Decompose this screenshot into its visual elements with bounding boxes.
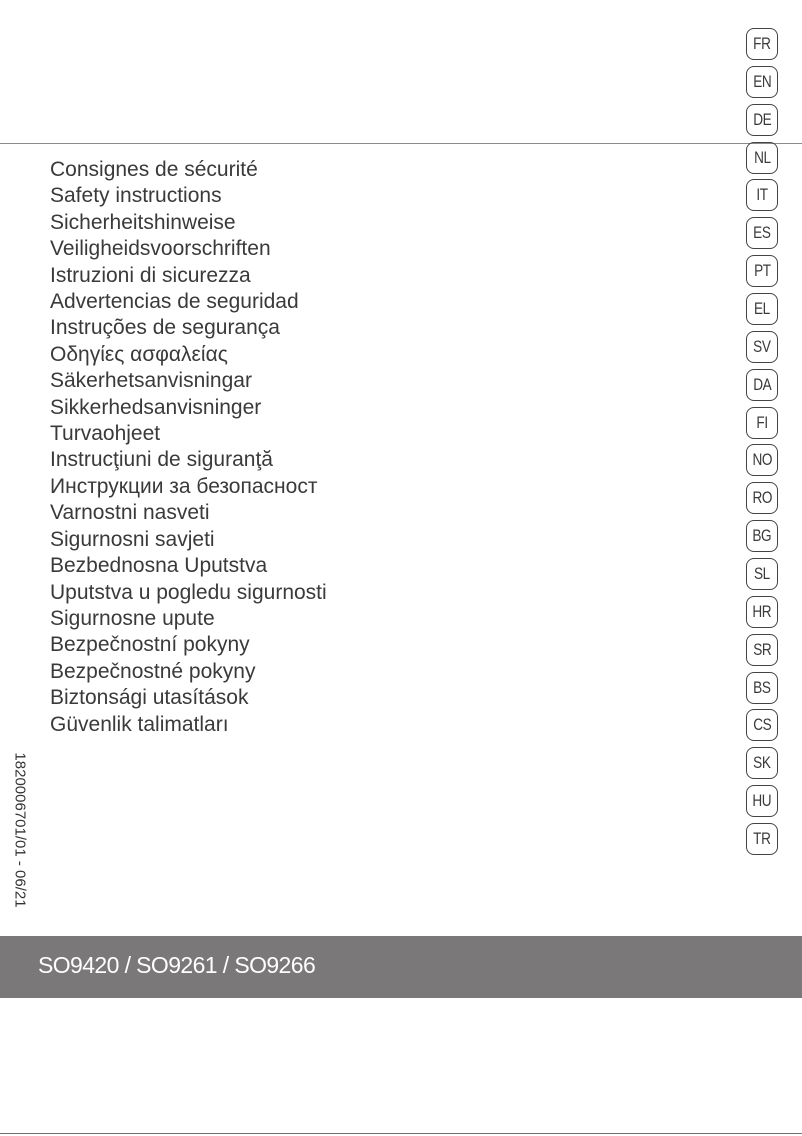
lang-badge-sk bbox=[746, 747, 778, 779]
title-sr: Bezbednosna Uputstva bbox=[50, 554, 268, 578]
top-divider bbox=[0, 143, 802, 144]
document-reference: 1820006701/01 - 06/21 bbox=[11, 752, 29, 908]
title-tr: Güvenlik talimatları bbox=[50, 712, 229, 736]
lang-badge-fi bbox=[746, 407, 778, 439]
title-fr: Consignes de sécurité bbox=[50, 158, 258, 181]
lang-badge-label: EN bbox=[752, 71, 772, 91]
language-badge-list bbox=[746, 28, 778, 861]
lang-badge-sv bbox=[746, 331, 778, 363]
lang-badge-label: FI bbox=[756, 412, 768, 432]
lang-badge-label: DA bbox=[752, 374, 772, 394]
lang-badge-label: NL bbox=[753, 147, 771, 167]
lang-badge-label: TR bbox=[753, 829, 771, 849]
title-sl: Varnostni nasveti bbox=[50, 501, 210, 525]
lang-badge-tr bbox=[746, 823, 778, 855]
lang-badge-en bbox=[746, 66, 778, 98]
title-es: Advertencias de seguridad bbox=[50, 290, 299, 314]
lang-badge-hr bbox=[746, 596, 778, 628]
lang-badge-label: HR bbox=[752, 601, 772, 621]
bottom-divider bbox=[0, 1133, 802, 1134]
title-hr-alt: Sigurnosne upute bbox=[50, 606, 215, 630]
lang-badge-ro bbox=[746, 482, 778, 514]
title-de: Sicherheitshinweise bbox=[50, 210, 236, 234]
title-cs: Bezpečnostní pokyny bbox=[50, 633, 250, 657]
lang-badge-fr bbox=[746, 28, 778, 60]
title-sv: Säkerhetsanvisningar bbox=[50, 369, 252, 393]
lang-badge-label: IT bbox=[756, 185, 768, 205]
lang-badge-it bbox=[746, 179, 778, 211]
title-pt: Instruções de segurança bbox=[50, 316, 280, 340]
lang-badge-label: FR bbox=[753, 34, 771, 53]
title-el: Οδηγίες ασφαλείας bbox=[50, 342, 228, 366]
title-ro: Instrucţiuni de siguranţă bbox=[50, 448, 273, 472]
lang-badge-sr bbox=[746, 634, 778, 666]
title-hr: Sigurnosni savjeti bbox=[50, 527, 215, 551]
lang-badge-label: HU bbox=[752, 791, 772, 811]
title-nl: Veiligheidsvoorschriften bbox=[50, 237, 271, 261]
safety-instructions-title-list bbox=[50, 157, 327, 738]
lang-badge-es bbox=[746, 217, 778, 249]
lang-badge-no bbox=[746, 444, 778, 476]
title-hu: Biztonsági utasítások bbox=[50, 686, 249, 710]
model-banner bbox=[0, 936, 802, 998]
lang-badge-label: DE bbox=[752, 109, 772, 129]
model-numbers: SO9420 / SO9261 / SO9266 bbox=[38, 952, 316, 978]
title-en: Safety instructions bbox=[50, 184, 222, 208]
lang-badge-label: EL bbox=[754, 299, 770, 319]
lang-badge-label: NO bbox=[752, 450, 772, 470]
lang-badge-cs bbox=[746, 709, 778, 741]
lang-badge-bs bbox=[746, 672, 778, 704]
lang-badge-label: BG bbox=[752, 526, 772, 546]
lang-badge-label: SV bbox=[753, 336, 771, 356]
lang-badge-label: SR bbox=[752, 639, 772, 659]
lang-badge-sl bbox=[746, 558, 778, 590]
lang-badge-label: ES bbox=[753, 223, 771, 243]
lang-badge-label: CS bbox=[752, 715, 772, 735]
title-fi: Turvaohjeet bbox=[50, 422, 161, 446]
lang-badge-label: SK bbox=[753, 753, 771, 773]
title-da: Sikkerhedsanvisninger bbox=[50, 395, 262, 419]
title-it: Istruzioni di sicurezza bbox=[50, 263, 251, 287]
title-bs: Uputstva u pogledu sigurnosti bbox=[50, 580, 327, 604]
lang-badge-label: RO bbox=[752, 488, 772, 508]
lang-badge-da bbox=[746, 369, 778, 401]
lang-badge-bg bbox=[746, 520, 778, 552]
title-bg: Инструкции за безопасност bbox=[50, 474, 318, 498]
lang-badge-de bbox=[746, 104, 778, 136]
lang-badge-label: BS bbox=[753, 677, 771, 697]
lang-badge-hu bbox=[746, 785, 778, 817]
lang-badge-el bbox=[746, 293, 778, 325]
lang-badge-label: SL bbox=[754, 564, 770, 584]
lang-badge-pt bbox=[746, 255, 778, 287]
title-sk: Bezpečnostné pokyny bbox=[50, 659, 256, 683]
lang-badge-label: PT bbox=[753, 261, 771, 281]
lang-badge-nl bbox=[746, 142, 778, 174]
